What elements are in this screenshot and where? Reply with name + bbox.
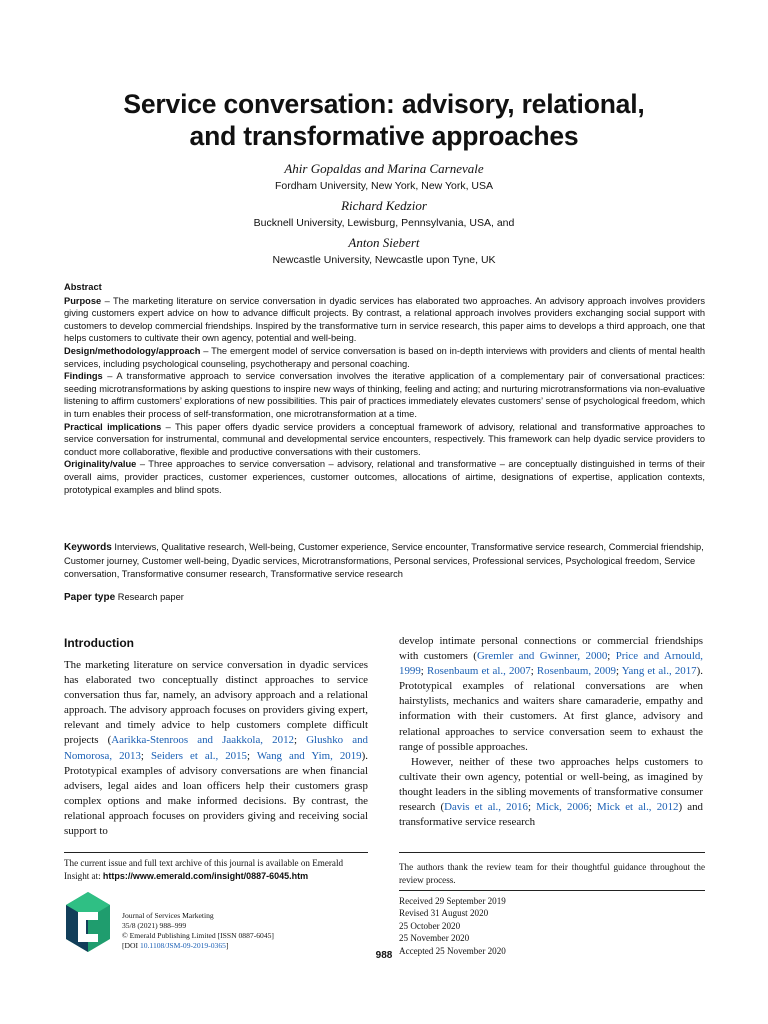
footnote-rule-left: [64, 852, 368, 853]
archive-link[interactable]: https://www.emerald.com/insight/0887-6045.htm: [102, 870, 309, 881]
body-text: The marketing literature on service conversation in dyadic services has elaborated two conceptually distinct approaches to service conversation thus far, namely, an advisory approach and a relational approach. The advisory approach focuses on providers giving expert, relevant and timely advice to help customers complete difficult projects (: [64, 659, 368, 747]
footnote-rule-right: [399, 852, 705, 853]
citation-link[interactable]: Wang and Yim, 2019: [256, 749, 362, 762]
author-name: Ahir Gopaldas and Marina Carnevale: [284, 161, 484, 176]
abstract-heading: Abstract: [64, 282, 102, 292]
abstract-text: – The emergent model of service conversation is based on in-depth interviews with providers and clients of mental health services, including psychological counseling, psychotherapy and personal coaching.: [64, 345, 705, 369]
body-paragraph: develop intimate personal connections or commercial friendships with customers (Gremler and Gwinner, 2000; Price and Arnould, 1999; Rosenbaum et al., 2007; Rosenbaum, 2009; Yang et al., 2017). Prototypical examples of relational conversations are when hairstylists, mechanics and waiters share camaraderie, empathy and information with their customers. At first glance, advisory and relational approaches to service conversation seem to exhaust the range of possible approaches.: [399, 635, 704, 753]
archive-note: [64, 857, 368, 882]
author-affiliation: Fordham University, New York, New York, USA: [274, 180, 494, 192]
citation-link[interactable]: Price and Arnould, 1999: [399, 650, 704, 678]
abstract-text: – This paper offers dyadic service providers a conceptual framework of advisory, relational and transformative approaches to service conversation for instrumental, communal and developmental service encounters, respectively. This framework can help dyadic service providers to conduct more collaborative, flexible and productive conversations with their customers.: [64, 421, 705, 457]
abstract-label: Originality/value: [64, 459, 137, 470]
archive-text: The current issue and full text archive of this journal is available on Emerald Insight at:: [64, 858, 344, 881]
date-line: Accepted 25 November 2020: [399, 945, 506, 956]
body-column-right: [399, 634, 703, 830]
title-line-2: and transformative approaches: [189, 121, 579, 151]
author-affiliation: Bucknell University, Lewisburg, Pennsylvania, USA, and: [253, 217, 515, 229]
citation-link[interactable]: Davis et al., 2016: [444, 801, 528, 814]
doi-prefix: [DOI: [122, 941, 140, 950]
abstract-text: – Three approaches to service conversation – advisory, relational and transformative – are conceptually distinguished in terms of their overall aims, provider practices, customer experiences, customer outcomes, allocations of airtime, designations of expertise, application contexts, prototypical examples and blind spots.: [64, 459, 705, 495]
body-paragraph: The marketing literature on service conversation in dyadic services has elaborated two conceptually distinct approaches to service conversation thus far, namely, an advisory approach and a relational approach. The advisory approach focuses on providers giving expert, relevant and timely advice to help customers complete difficult projects (Aarikka-Stenroos and Jaakkola, 2012; Glushko and Nomorosa, 2013; Seiders et al., 2015; Wang and Yim, 2019). Prototypical examples of advisory conversations are when financial advisers, legal aides and loan officers help their customers grasp complex options and make informed decisions. By contrast, the relational approach focuses on providers giving and receiving social support to: [64, 659, 369, 838]
title-line-1: Service conversation: advisory, relational,: [123, 89, 645, 119]
abstract-findings: [64, 370, 705, 420]
paper-type: [64, 591, 705, 604]
section-heading-introduction: Introduction: [64, 636, 134, 650]
citation-link[interactable]: Gremler and Gwinner, 2000: [476, 650, 608, 663]
body-text: ) and transformative service research: [399, 801, 704, 829]
abstract-label: Practical implications: [64, 421, 162, 432]
paper-type-label: Paper type: [64, 592, 116, 603]
citation-link[interactable]: Mick et al., 2012: [597, 801, 679, 814]
citation-link[interactable]: Mick, 2006: [536, 801, 589, 814]
journal-name: Journal of Services Marketing: [122, 911, 214, 920]
body-text: develop intimate personal connections or commercial friendships with customers (: [399, 635, 703, 663]
author-affiliation: Newcastle University, Newcastle upon Tyne, UK: [272, 254, 496, 266]
date-line: 25 October 2020: [399, 920, 461, 931]
abstract-practical: [64, 421, 705, 459]
paper-type-value: Research paper: [115, 592, 184, 602]
citation-link[interactable]: Glushko and Nomorosa, 2013: [64, 734, 369, 762]
abstract-design: [64, 345, 705, 370]
page-number: 988: [375, 950, 393, 961]
acknowledgement: The authors thank the review team for their thoughtful guidance throughout the review process.: [399, 862, 705, 885]
author-name: Anton Siebert: [348, 235, 420, 250]
abstract-label: Purpose: [64, 295, 102, 306]
dates-rule: [399, 890, 705, 891]
citation-link[interactable]: Rosenbaum, 2009: [536, 665, 616, 678]
doi-link[interactable]: 10.1108/JSM-09-2019-0365: [139, 941, 226, 950]
abstract-originality: [64, 458, 705, 496]
submission-dates: [399, 895, 705, 957]
paper-title: [40, 88, 728, 152]
citation-link[interactable]: Yang et al., 2017: [621, 665, 697, 678]
body-paragraph: However, neither of these two approaches helps customers to cultivate their own agency, potential or well-being, as imagined by thought leaders in the sibling movements of transformative consumer research (Davis et al., 2016; Mick, 2006; Mick et al., 2012) and transformative service research: [399, 755, 704, 829]
abstract-text: – A transformative approach to service conversation involves the iterative application of a complementary pair of conversational practices: seeding microtransformations by asking questions to inspire new ways of thinking, feeling and acting; and nurturing microtransformations via non-evaluative listening to affirm customers’ explorations of new possibilities. This pair of practices immediately elevates customers’ sense of psychological freedom, which in turn enables their process of self-transformation, one microtransformation at a time.: [64, 371, 705, 419]
abstract-label: Findings: [64, 371, 103, 382]
date-line: Received 29 September 2019: [399, 896, 506, 906]
citation-link[interactable]: Seiders et al., 2015: [150, 749, 247, 762]
keywords-text: Interviews, Qualitative research, Well-being, Customer experience, Service encounter, Transformative service research, Commercial friendship, Customer journey, Customer well-being, Dyadic services, Microtransformations, Personal services, Professional services, Psychological freedom, Service conversation, Transformative consumer research, Transformative service research: [64, 542, 704, 579]
citation-link[interactable]: Aarikka-Stenroos and Jaakkola, 2012: [111, 734, 294, 747]
publisher-line: © Emerald Publishing Limited [ISSN 0887-6045]: [122, 931, 274, 940]
abstract-purpose: [64, 295, 705, 345]
body-text: ). Prototypical examples of relational conversations are when hairstylists, mechanics and waiters share camaraderie, empathy and information with their customers. At first glance, advisory and relational approaches to service conversation seem to exhaust the range of possible approaches.: [399, 665, 703, 753]
abstract-text: – The marketing literature on service conversation in dyadic services has elaborated two approaches. An advisory approach involves providers giving customers expert advice on how to advance difficult projects. By contrast, a relational approach involves providers exchanging social support with customers to develop commercial friendships. Inspired by the transformative turn in service research, this paper aims to develops a third approach, one that helps customers to cultivate their own agency, potential and well-being.: [64, 295, 705, 344]
keywords-label: Keywords: [64, 542, 112, 553]
author-block: [40, 160, 728, 271]
keywords: [64, 541, 705, 580]
body-text: ). Prototypical examples of advisory conversations are when financial advisers, legal aides and loan officers help their customers grasp complex options and make informed decisions. By contrast, the relational approach focuses on providers giving and receiving social support to: [64, 749, 368, 838]
abstract: [64, 281, 705, 496]
author-name: Richard Kedzior: [341, 198, 427, 213]
journal-issue: 35/8 (2021) 988–999: [122, 921, 187, 930]
emerald-logo-icon: [64, 890, 112, 954]
body-text: However, neither of these two approaches helps customers to cultivate their own agency, potential or well-being, as imagined by thought leaders in the sibling movements of transformative consumer research (: [399, 755, 703, 814]
citation-link[interactable]: Rosenbaum et al., 2007: [426, 665, 531, 678]
body-column-left: [64, 634, 368, 839]
journal-info: [122, 911, 362, 951]
date-line: 25 November 2020: [399, 933, 470, 944]
doi-suffix: ]: [225, 941, 229, 950]
abstract-label: Design/methodology/approach: [64, 345, 201, 356]
date-line: Revised 31 August 2020: [399, 908, 489, 919]
